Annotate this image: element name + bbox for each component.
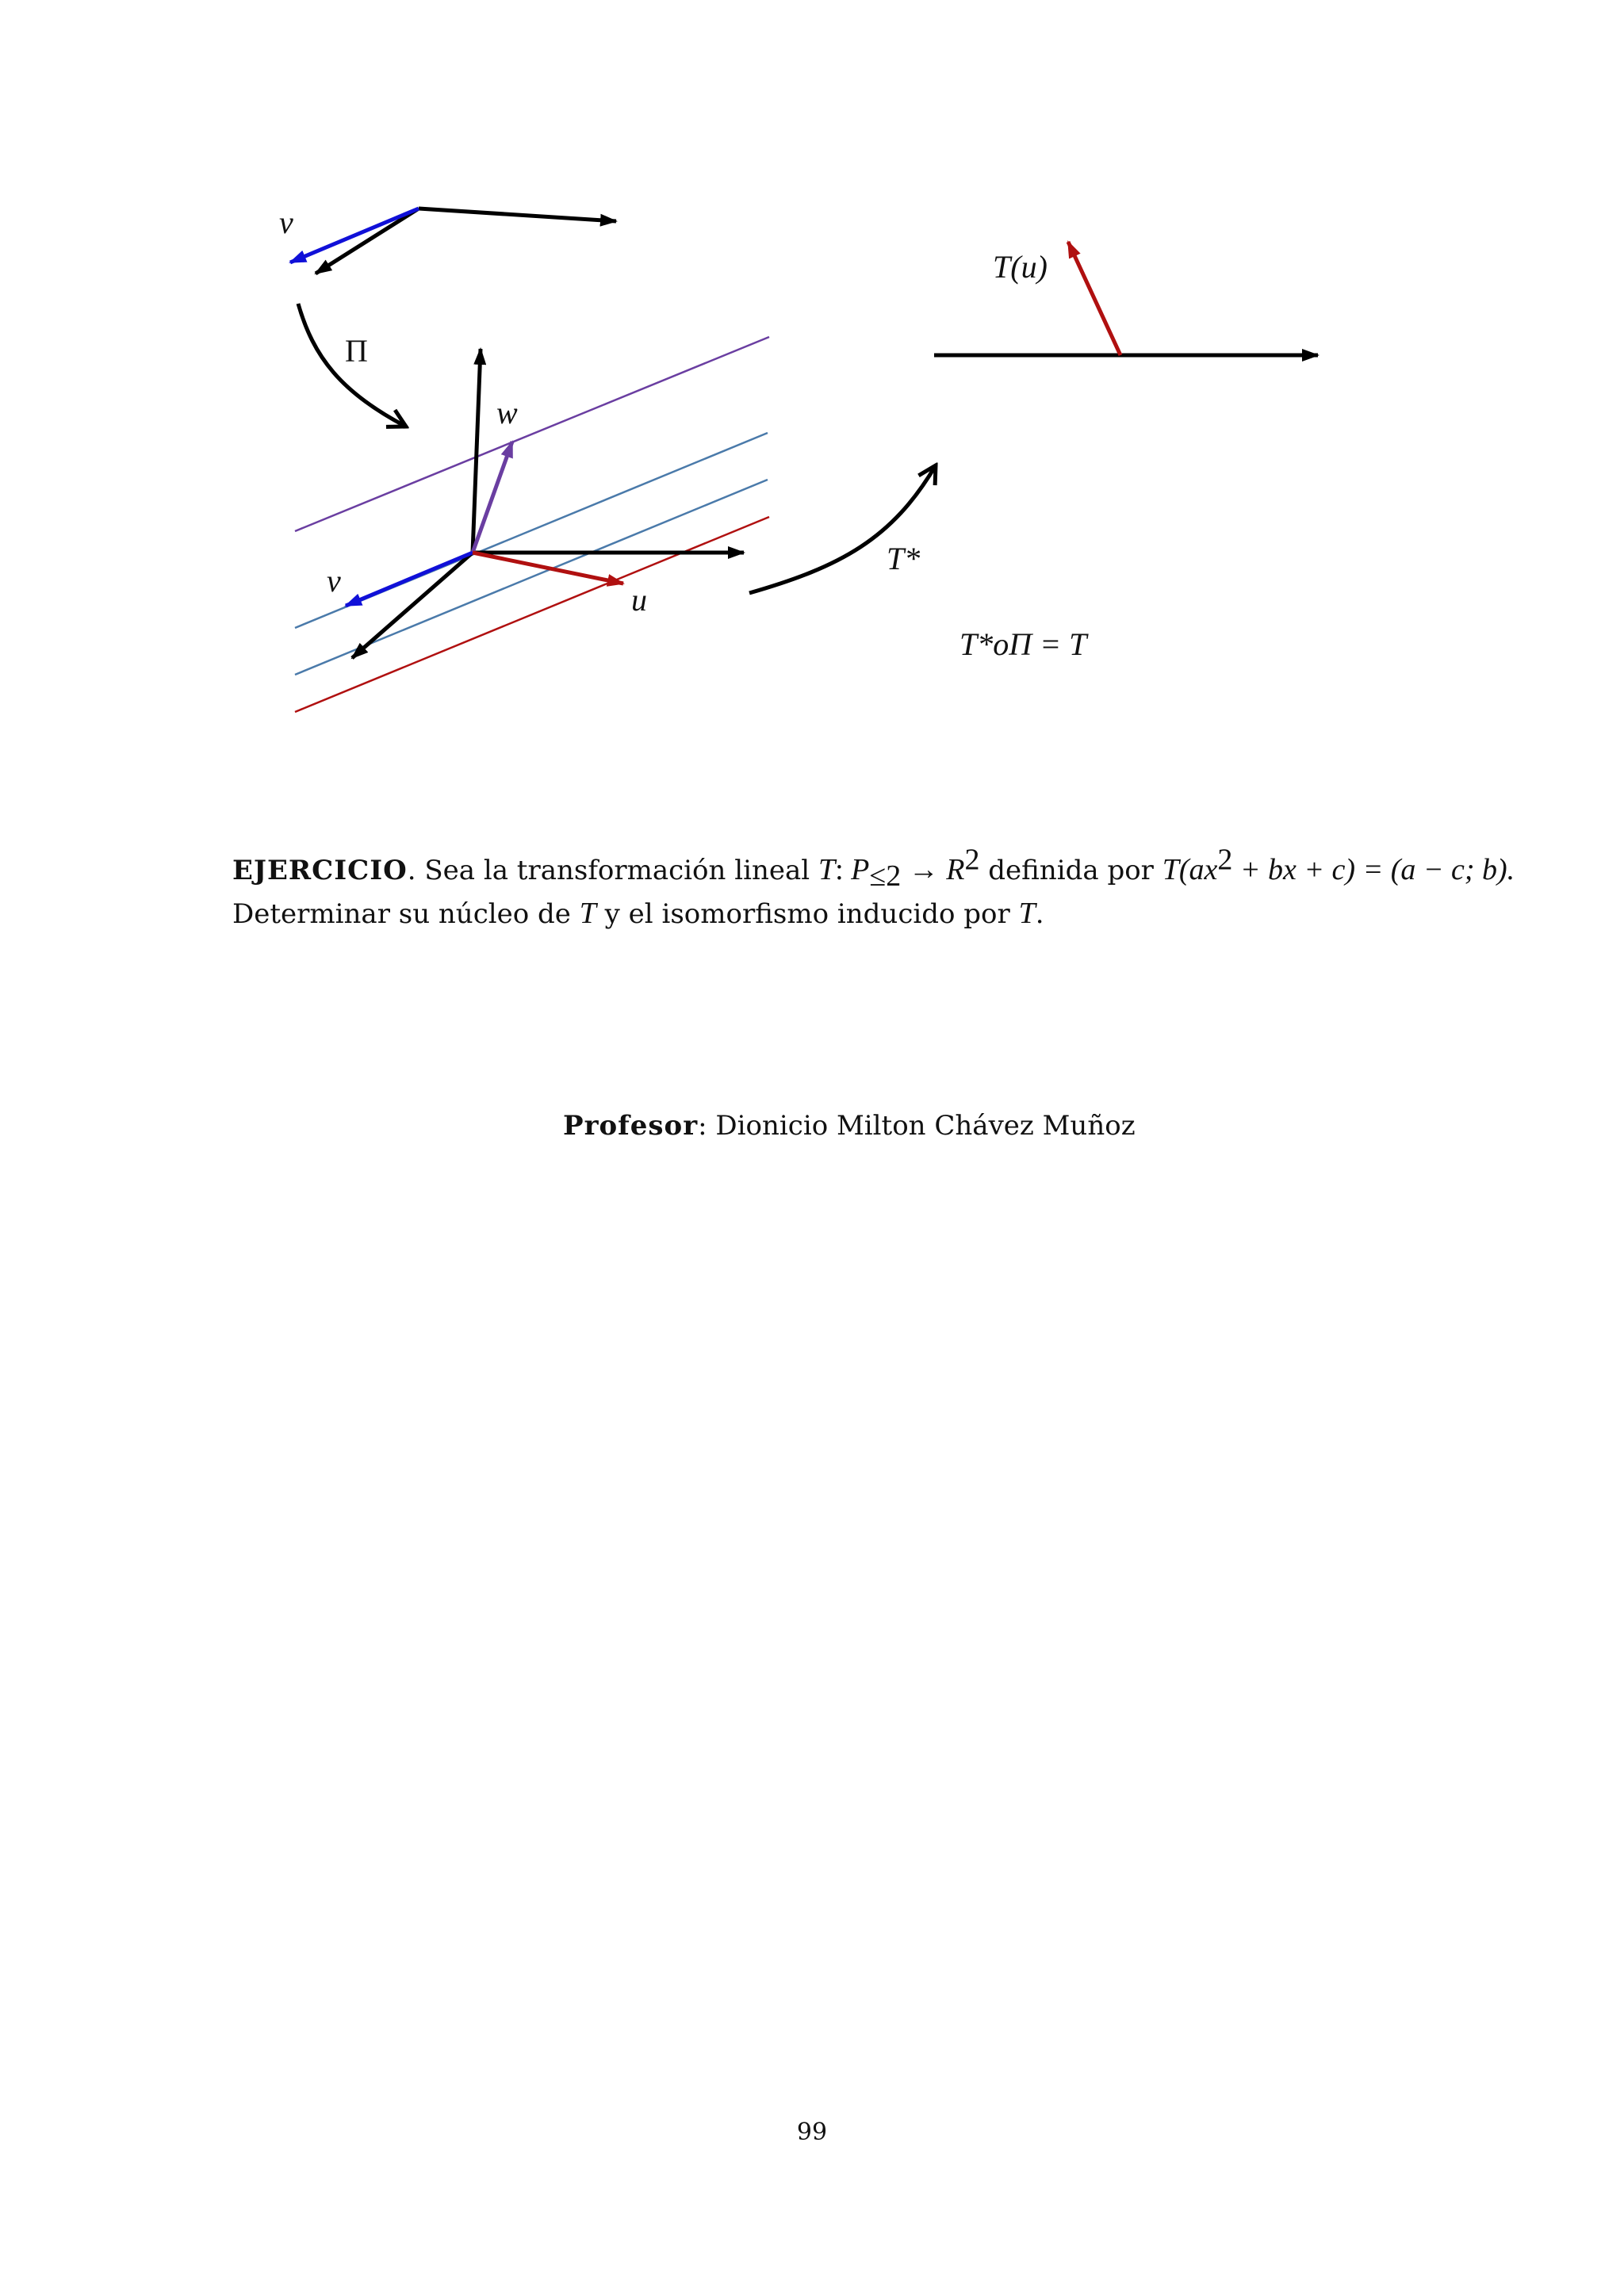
diagram [0,0,1624,793]
vector-up [473,349,481,553]
exercise-R-sup: 2 [964,843,980,877]
exercise-colon: : [835,853,852,886]
vector-down-left [352,553,473,658]
professor-line [563,1110,1136,1142]
exercise-line2-T1: T [579,897,596,930]
label-u: u [631,582,647,618]
exercise-formula-sup: 2 [1217,843,1233,877]
exercise-line-2 [232,892,1438,936]
vector-t-u-red [1068,242,1120,355]
label-t-star: T* [887,541,921,576]
vector-v-blue [346,553,473,606]
exercise-text-2: definida por [979,855,1162,886]
exercise-T: T [818,853,836,886]
top-vector-v-blue [290,209,419,262]
exercise-P-sub: ≤2 [869,859,902,893]
exercise-line2-end: . [1035,898,1044,930]
top-vector-down-left [316,209,419,274]
label-w: w [496,395,518,430]
professor-name: : Dionicio Milton Chávez Muñoz [698,1110,1136,1142]
page-number: 99 [796,2118,828,2146]
exercise-line2-T2: T [1018,897,1036,930]
exercise-formula-lhs: T(ax [1162,853,1218,886]
exercise-P: P [851,853,870,886]
exercise-R: R [946,853,965,886]
label-v-mid: v [327,563,341,599]
exercise-line-1 [232,843,1515,893]
vector-u-red [473,553,623,584]
label-v-top: v [279,205,293,240]
label-pi: Π [345,333,368,369]
exercise-heading: EJERCICIO [232,855,408,886]
exercise-line2-text-1: Determinar su núcleo de [232,898,580,930]
composition-formula: T*oΠ = T [959,626,1087,662]
exercise-line2-text-2: y el isomorfismo inducido por [596,898,1019,930]
top-vector-right [419,209,616,221]
vector-w-purple [473,442,512,553]
exercise-formula-rest: + bx + c) = (a − c; b). [1232,853,1515,886]
exercise-text-1: . Sea la transformación lineal [407,855,818,886]
professor-label: Profesor [563,1110,699,1142]
exercise-arrow: → [901,853,947,886]
label-t-u: T(u) [993,249,1048,285]
line-red [295,517,769,712]
